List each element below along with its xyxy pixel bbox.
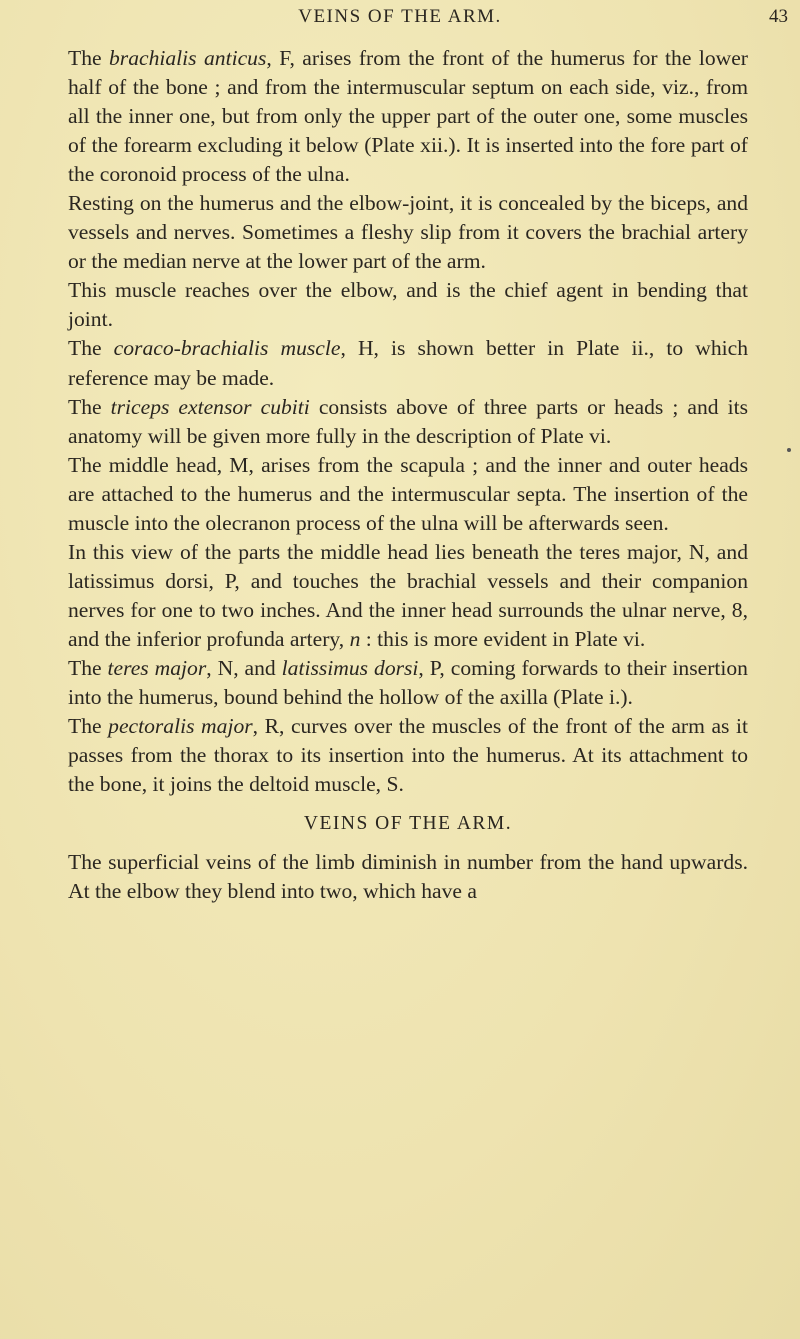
paragraph-text: This muscle reaches over the elbow, and is the chief agent in bending that joint. <box>68 278 748 332</box>
paragraph-text: In this view of the parts the middle head lies beneath the teres major, N, and latissimus dorsi, P, and touches the brachial vessels and their companion nerves for one to two inches. And the inner head surrounds the ulnar nerve, 8, and the inferior profunda artery, <box>68 539 748 651</box>
paragraph-brachialis-anticus <box>68 44 748 189</box>
italic-term: pectoralis major <box>108 714 253 739</box>
running-title: VEINS OF THE ARM. <box>298 6 502 27</box>
paragraph-pectoralis-major <box>68 712 748 799</box>
italic-term: coraco-brachialis muscle <box>113 336 341 361</box>
paragraph-text: , H, is shown better in Plate ii., to which reference may be made. <box>68 336 748 390</box>
paragraph-text: , P, coming forwards to their insertion into the humerus, bound behind the hollow of the axilla (Plate i.). <box>68 655 748 710</box>
section-heading: VEINS OF THE ARM. <box>303 813 513 835</box>
paragraph-text: The <box>68 714 109 739</box>
italic-term: brachialis anticus <box>109 46 267 70</box>
paragraph-teres-major <box>68 654 748 712</box>
italic-term: triceps extensor cubiti <box>110 394 310 419</box>
paragraph-coraco-brachialis <box>68 334 748 392</box>
paragraph-text: consists above of three parts or heads ; and its anatomy will be given more fully in the description of Plate vi. <box>68 394 748 448</box>
paragraph-text: The <box>68 336 114 361</box>
paragraph-text: The middle head, M, arises from the scapula ; and the inner and outer heads are attached to the humerus and the intermuscular septa. The insertion of the muscle into the olecranon process of the ulna will be afterwards seen. <box>68 452 748 535</box>
paragraph-text: , F, arises from the front of the humerus for the lower half of the bone ; and from the intermuscular septum on each side, viz., from all the inner one, but from only the upper part of the outer one, some muscles of the forearm excluding it below (Plate xii.). It is inserted into the fore part of the coronoid process of the ulna. <box>68 46 748 187</box>
margin-dot-mark <box>787 448 791 452</box>
paragraph-text: The <box>68 655 108 680</box>
italic-term: teres major <box>107 655 207 680</box>
paragraph-triceps <box>68 393 748 451</box>
paragraph-resting <box>68 189 748 276</box>
paragraph-text: , N, and <box>206 655 282 680</box>
paragraph-text: The <box>68 46 109 70</box>
paragraph-view-of-parts <box>68 538 748 654</box>
body-text <box>68 44 748 906</box>
italic-term: n <box>349 626 361 651</box>
paragraph-superficial-veins <box>68 848 748 906</box>
paragraph-text: Resting on the humerus and the elbow-joint, it is concealed by the biceps, and vessels and nerves. Sometimes a fleshy slip from it covers the brachial artery or the median nerve at the lower part of the arm. <box>68 191 748 274</box>
paragraph-muscle-reach <box>68 276 748 334</box>
running-head <box>0 4 800 36</box>
paragraph-text: The <box>68 394 111 419</box>
paragraph-text: : this is more evident in Plate vi. <box>360 626 646 651</box>
page-number: 43 <box>769 6 788 27</box>
paragraph-text: The superficial veins of the limb diminish in number from the hand upwards. At the elbow they blend into two, which have a <box>68 850 748 904</box>
paragraph-middle-head <box>68 451 748 538</box>
paragraph-text: , R, curves over the muscles of the front of the arm as it passes from the thorax to its insertion into the humerus. At its attachment to the bone, it joins the deltoid muscle, S. <box>68 714 748 797</box>
italic-term: latissimus dorsi <box>281 655 419 680</box>
